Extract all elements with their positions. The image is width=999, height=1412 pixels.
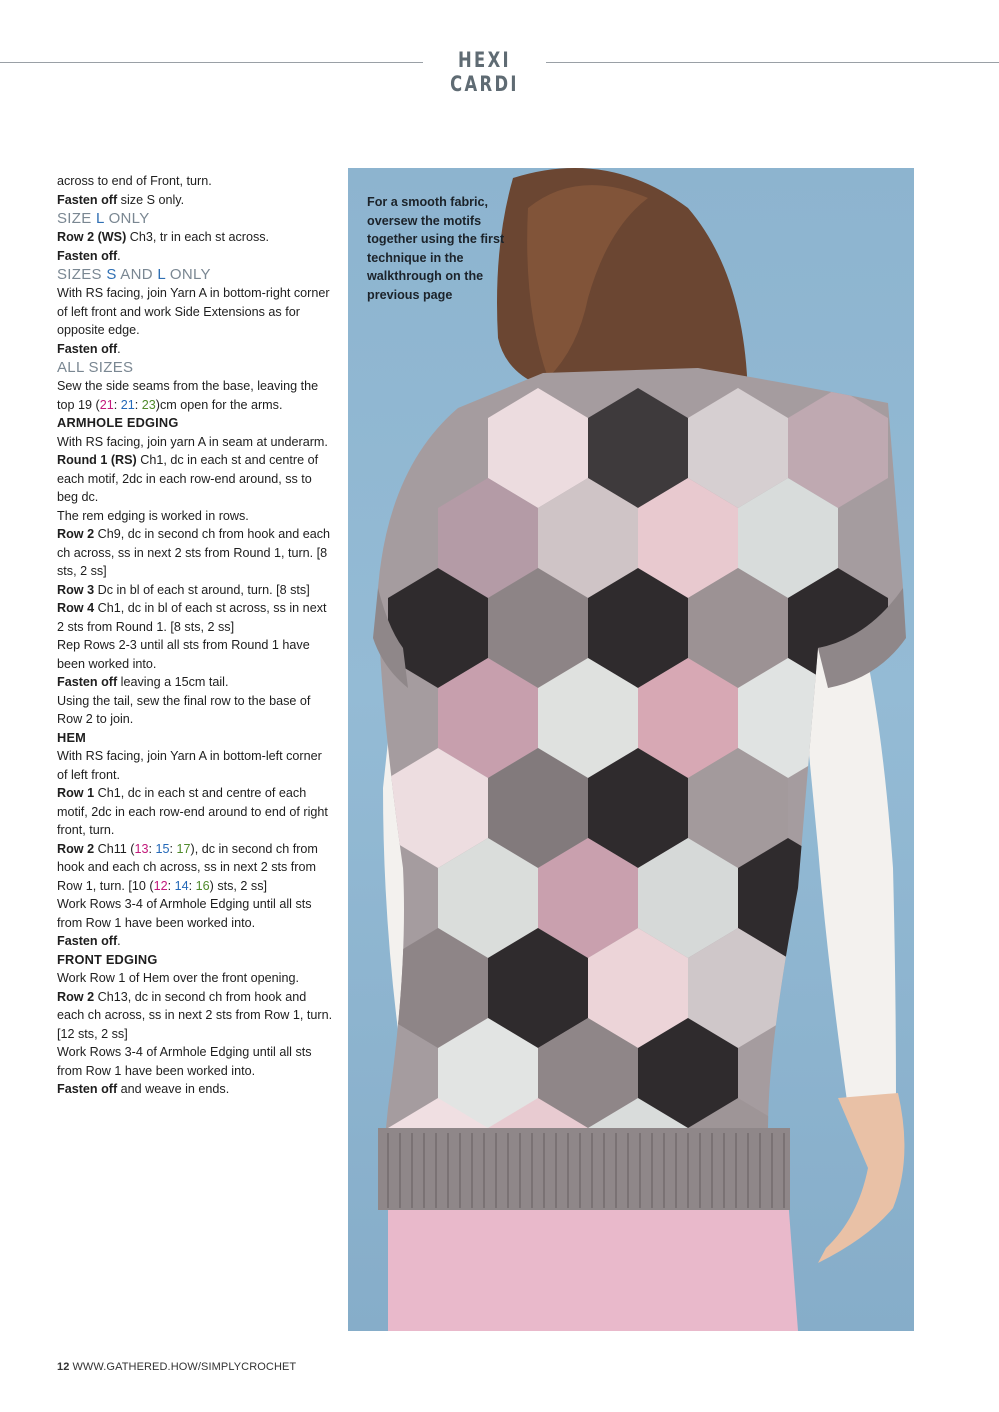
instruction-text: Sew the side seams from the base, leaving the top 19 (21: 21: 23)cm open for the arms. bbox=[57, 379, 319, 412]
cardigan-illustration bbox=[348, 168, 914, 1331]
instruction-text: Work Rows 3-4 of Armhole Edging until all sts from Row 1 have been worked into. bbox=[57, 897, 312, 930]
instruction-row: Row 2 Ch11 (13: 15: 17), dc in second ch from hook and each ch across, ss in next 2 sts from Row 1, turn. [10 (12: 14: 16) sts, 2 ss] bbox=[57, 841, 318, 893]
section-size-l: SIZE L ONLY bbox=[57, 210, 150, 227]
instruction-row: Row 2 (WS) Ch3, tr in each st across. bbox=[57, 230, 270, 244]
fasten-off: Fasten off. bbox=[57, 248, 121, 263]
hem-ribbing bbox=[378, 1128, 790, 1210]
fasten-off: Fasten off. bbox=[57, 341, 121, 356]
trousers bbox=[388, 1198, 798, 1331]
photo-caption: For a smooth fabric, oversew the motifs together using the first technique in the walkthrough on the previous page bbox=[367, 195, 505, 302]
instruction-row: Row 2 Ch13, dc in second ch from hook and each ch across, ss in next 2 sts from Row 1, turn. [12 sts, 2 ss] bbox=[57, 989, 333, 1041]
instruction-text: Using the tail, sew the final row to the base of Row 2 to join. bbox=[57, 693, 311, 726]
page-header-title: HEXI CARDI bbox=[450, 48, 519, 96]
instruction-row: Round 1 (RS) Ch1, dc in each st and centre of each motif, 2dc in each row-end around, ss to beg dc. bbox=[57, 453, 319, 504]
instruction-row: Row 3 Dc in bl of each st around, turn. [8 sts] bbox=[57, 582, 310, 597]
pattern-text-column bbox=[57, 172, 335, 1099]
heading-armhole-edging: ARMHOLE EDGING bbox=[57, 415, 179, 430]
text-line: Fasten off size S only. bbox=[57, 192, 185, 207]
instruction-text: With RS facing, join Yarn A in bottom-left corner of left front. bbox=[57, 749, 322, 782]
instruction-text: The rem edging is worked in rows. bbox=[57, 508, 249, 523]
page-number: 12 bbox=[57, 1361, 70, 1373]
fasten-off: Fasten off leaving a 15cm tail. bbox=[57, 675, 229, 689]
instruction-text: Rep Rows 2-3 until all sts from Round 1 have been worked into. bbox=[57, 638, 310, 671]
instruction-row: Row 4 Ch1, dc in bl of each st across, ss in next 2 sts from Round 1. [8 sts, 2 ss] bbox=[57, 601, 327, 634]
hand bbox=[818, 1093, 904, 1263]
instruction-text: Work Row 1 of Hem over the front opening. bbox=[57, 971, 299, 985]
header-rule-right bbox=[546, 62, 999, 63]
instruction-text: Work Rows 3-4 of Armhole Edging until all sts from Row 1 have been worked into. bbox=[57, 1045, 312, 1078]
page-footer bbox=[57, 1361, 296, 1373]
header-rule-left bbox=[0, 62, 423, 63]
fasten-off: Fasten off and weave in ends. bbox=[57, 1082, 230, 1096]
instruction-row: Row 2 Ch9, dc in second ch from hook and each ch across, ss in next 2 sts from Round 1, turn. [8 sts, 2 ss] bbox=[57, 527, 331, 578]
heading-hem: HEM bbox=[57, 729, 87, 745]
footer-url[interactable]: WWW.GATHERED.HOW/SIMPLYCROCHET bbox=[72, 1361, 297, 1373]
section-sizes-s-and-l: SIZES S AND L ONLY bbox=[57, 266, 211, 283]
section-all-sizes: ALL SIZES bbox=[57, 359, 134, 376]
model-photo bbox=[348, 168, 914, 1331]
fasten-off: Fasten off. bbox=[57, 934, 121, 948]
instruction-text: With RS facing, join Yarn A in bottom-right corner of left front and work Side Extensions as for opposite edge. bbox=[57, 286, 330, 337]
text-line: across to end of Front, turn. bbox=[57, 174, 212, 188]
instruction-row: Row 1 Ch1, dc in each st and centre of each motif, 2dc in each row-end around to end of right front, turn. bbox=[57, 786, 328, 837]
heading-front-edging: FRONT EDGING bbox=[57, 951, 158, 967]
instruction-text: With RS facing, join yarn A in seam at underarm. bbox=[57, 434, 328, 449]
